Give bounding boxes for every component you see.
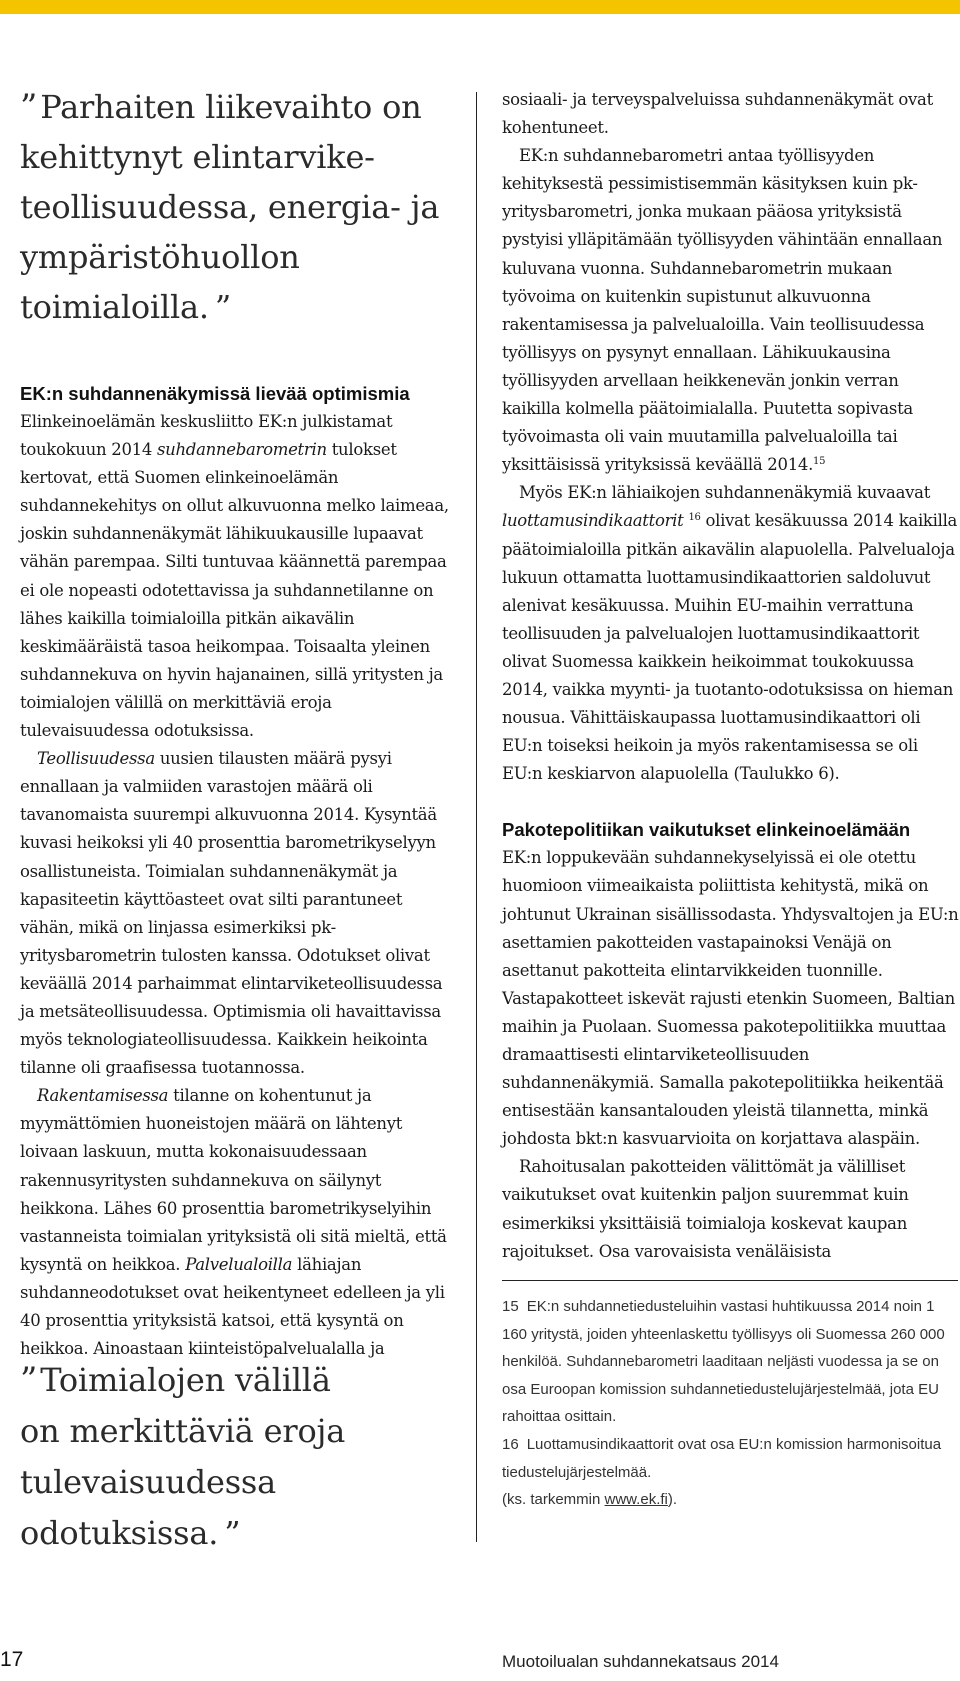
open-quote-mark: ” <box>20 87 38 127</box>
paragraph: Rahoitusalan pakotteiden välittömät ja välilliset vaikutukset ovat kuitenkin paljon suuremmat kuin esimerkiksi yksittäisiä toimialoja koskevat kaupan rajoitukset. Osa varovaisista venäläisista <box>502 1157 909 1261</box>
pull-quote-line: Parhaiten liikevaihto on <box>40 88 422 126</box>
close-quote-mark: ” <box>214 288 232 326</box>
pull-quote-line: Toimialojen välillä <box>40 1361 331 1399</box>
footnote: 15 EK:n suhdannetiedusteluihin vastasi huhtikuussa 2014 noin 1 160 yritystä, joiden yhteenlaskettu työllisyys oli Suomessa 260 000 henkilöä. Suhdannebarometri laaditaan neljästi vuodessa ja se on osa Euroopan komission suhdannetiedustelujärjestelmää, jota EU rahoittaa osittain. <box>502 1298 945 1426</box>
section-heading: Pakotepolitiikan vaikutukset elinkeinoelämään <box>502 819 911 841</box>
footnotes <box>502 1293 958 1514</box>
footnote-ref[interactable]: 15 <box>813 456 826 468</box>
pull-quote-line: odotuksissa. <box>20 1514 219 1552</box>
paragraph: sosiaali- ja terveyspalveluissa suhdannenäkymät ovat kohentuneet. <box>502 90 933 138</box>
column-divider <box>476 92 477 1542</box>
ek-link[interactable]: www.ek.fi <box>604 1491 668 1509</box>
pull-quote-line: kehittynyt elintarvike- <box>20 138 375 176</box>
publication-title: Muotoilualan suhdannekatsaus 2014 <box>502 1652 779 1671</box>
close-quote-mark: ” <box>224 1514 241 1552</box>
paragraph: Teollisuudessa uusien tilausten määrä pysyi ennallaan ja valmiiden varastojen määrä oli tavanomaista suurempi alkuvuonna 2014. Kysyntää kuvasi heikoksi yli 40 prosenttia barometrikyselyyn osallistuneista. Toimialan suhdannenäkymät ja kapasiteetin käyttöasteet ovat silti parantuneet vähän, mikä on linjassa esimerkiksi pk-yritysbarometrin tulosten kanssa. Odotukset olivat keväällä 2014 parhaimmat elintarviketeollisuudessa ja metsäteollisuudessa. Optimismia oli havaittavissa myös teknologiateollisuudessa. Kaikkein heikointa tilanne oli graafisessa tuotannossa. <box>20 749 443 1078</box>
top-accent-bar <box>0 0 960 14</box>
paragraph: Elinkeinoelämän keskusliitto EK:n julkistamat toukokuun 2014 suhdannebarometrin tulokset kertovat, että Suomen elinkeinoelämän suhdannekehitys on ollut alkuvuonna melko laimeaa, joskin suhdannenäkymät lähikuukausille lupaavat vähän parempaa. Silti tuntuvaa käännettä parempaa ei ole nopeasti odotettavissa ja suhdannetilanne on lähes kaikilla toimialoilla pitkän aikavälin keskimääräistä tasoa heikompaa. Toisaalta yleinen suhdannekuva on hyvin hajanainen, sillä yritysten ja toimialojen välillä on merkittäviä eroja tulevaisuudessa odotuksissa. <box>20 412 449 741</box>
pull-quote-line: on merkittäviä eroja <box>20 1412 346 1450</box>
paragraph: EK:n loppukevään suhdannekyselyissä ei ole otettu huomioon viimeaikaista poliittista kehitystä, mikä on johtunut Ukrainan sisällissodasta. Yhdysvaltojen ja EU:n asettamien pakotteiden vastapainoksi Venäjä on asettanut pakotteita elintarvikkeiden tuonnille. Vastapakotteet iskevät rajusti etenkin Suomeen, Baltian maihin ja Puolaan. Suomessa pakotepolitiikka muuttaa dramaattisesti elintarviketeollisuuden suhdannenäkymiä. Samalla pakotepolitiikka heikentää entisestään kansantalouden yleistä tilannetta, minkä johdosta bkt:n kasvuarvioita on korjattava alaspäin. <box>502 848 959 1149</box>
open-quote-mark: ” <box>20 1360 38 1400</box>
paragraph: Myös EK:n lähiaikojen suhdannenäkymiä kuvaavat luottamusindikaattorit $^{16}$ olivat kesäkuussa 2014 kaikilla päätoimialoilla pitkän aikavälin alapuolella. Palvelualoja lukuun ottamatta luottamusindikaattorien saldoluvut alenivat kesäkuussa. Muihin EU-maihin verrattuna teollisuuden ja palvelualojen luottamusindikaattorit olivat Suomessa kaikkein heikoimmat toukokuussa 2014, vaikka myynti- ja tuotanto-odotuksissa on hieman nousua. Vähittäiskaupassa luottamusindikaattori oli EU:n toiseksi heikoin ja myös rakentamisessa se oli EU:n keskiarvon alapuolella (Taulukko 6). <box>502 483 958 784</box>
pull-quote-line: tulevaisuudessa <box>20 1463 277 1501</box>
pull-quote-bottom <box>20 1355 460 1559</box>
footnote: 16 Luottamusindikaattorit ovat osa EU:n komission harmonisoitua tiedustelujärjestelmää. (ks. tarkemmin www.ek.fi). <box>502 1435 942 1509</box>
page-number: 17 <box>0 1648 24 1671</box>
footnote-ref[interactable]: 16 <box>688 512 701 524</box>
pull-quote-top <box>20 82 458 332</box>
pull-quote-line: toimialoilla. <box>20 288 209 326</box>
section-heading: EK:n suhdannenäkymissä lievää optimismia <box>20 383 410 404</box>
right-column <box>502 86 960 1266</box>
section-body <box>20 380 458 1363</box>
paragraph: Rakentamisessa tilanne on kohentunut ja myymättömien huoneistojen määrä on lähtenyt loivaan laskuun, mutta kokonaisuudessaan rakennusyritysten suhdannekuva on säilynyt heikkona. Lähes 60 prosenttia barometrikyselyihin vastanneista toimialan yrityksistä oli sitä mieltä, että kysyntä on heikkoa. Palvelualoilla lähiajan suhdanneodotukset ovat heikentyneet edelleen ja yli 40 prosenttia yrityksistä katsoi, että kysyntä on heikkoa. Ainoastaan kiinteistöpalvelualalla ja <box>20 1086 447 1359</box>
pull-quote-line: ympäristöhuollon <box>20 238 300 276</box>
paragraph: EK:n suhdannebarometri antaa työllisyyden kehityksestä pessimistisemmän käsityksen kuin pk-yritysbarometri, jonka mukaan pääosa yrityksistä pystyisi ylläpitämään työllisyyden vähintään ennallaan kuluvana vuonna. Suhdannebarometrin mukaan työvoima on kuitenkin supistunut alkuvuonna rakentamisessa ja palvelualoilla. Vain teollisuudessa työllisyys on pysynyt ennallaan. Lähikuukausina työllisyyden arvellaan heikkenevän jonkin verran kaikilla kolmella päätoimialalla. Puutetta sopivasta työvoimasta oli vain muutamilla palvelualoilla tai yksittäisissä yrityksissä keväällä 2014.15 <box>502 146 943 475</box>
pull-quote-line: teollisuudessa, energia- ja <box>20 188 440 226</box>
left-column <box>20 82 458 1363</box>
footnote-divider <box>502 1280 958 1281</box>
